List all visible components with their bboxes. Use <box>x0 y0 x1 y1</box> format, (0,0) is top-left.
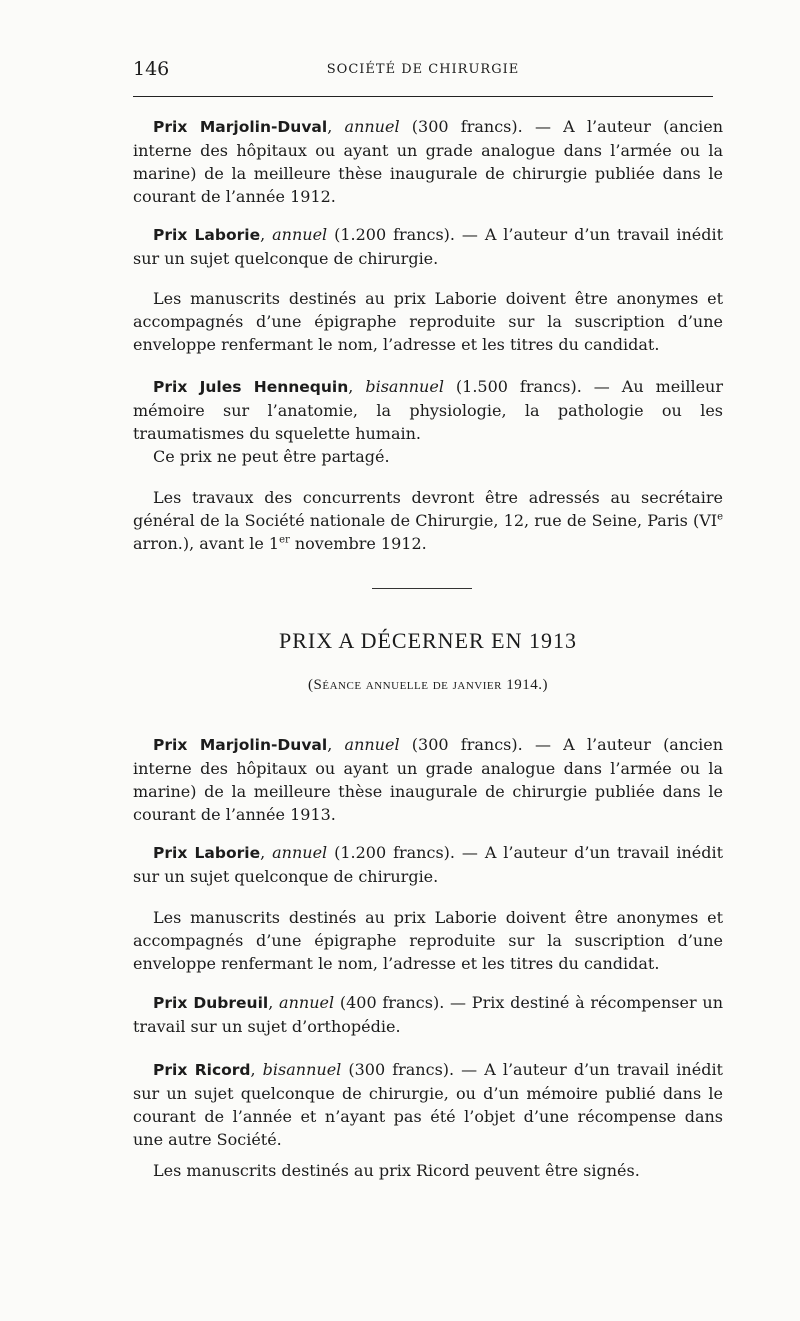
paragraph-text: novembre 1912. <box>289 534 427 553</box>
header-rule <box>133 96 713 97</box>
prize-frequency: bisannuel <box>262 1060 342 1079</box>
paragraph-text: Les travaux des concurrents devront être adressés au secrétaire général de la Société nationale de Chirurgie, 12, rue de Seine, Paris (VI <box>133 488 723 530</box>
prize-frequency: annuel <box>272 225 328 244</box>
section-subtitle: (Séance annuelle de janvier 1914.) <box>308 677 548 693</box>
laborie-note-1913 <box>133 906 723 975</box>
laborie-note-1912 <box>133 287 723 356</box>
prize-description: (300 francs). — A l’auteur (ancien interne des hôpitaux ou ayant un grade analogue dans l’armée ou la marine) de la meilleure thèse inaugurale de chirurgie publiée dans le courant de l’année 1913. <box>133 735 723 824</box>
prize-laborie-1912: Prix Laborie, annuel (1.200 francs). — A l’auteur d’un travail inédit sur un sujet quelconque de chirurgie. <box>133 225 724 268</box>
superscript: er <box>279 534 290 546</box>
prize-description: (1.200 francs). — A l’auteur d’un travail inédit sur un sujet quelconque de chirurgie. <box>133 843 724 886</box>
prize-frequency: annuel <box>272 843 328 862</box>
prize-name: Prix Jules Hennequin <box>153 378 349 396</box>
running-head: SOCIÉTÉ DE CHIRURGIE <box>326 62 520 77</box>
section-title: PRIX A DÉCERNER EN 1913 <box>278 628 578 653</box>
prize-hennequin-1912: Prix Jules Hennequin, bisannuel (1.500 francs). — Au meilleur mémoire sur l’anatomie, la physiologie, la pathologie ou les traumatismes du squelette humain. Ce prix ne peut être partagé. <box>133 377 723 466</box>
prize-ricord-1913: Prix Ricord, bisannuel (300 francs). — A l’auteur d’un travail inédit sur un sujet quelconque de chirurgie, ou d’un mémoire publié dans le courant de l’année et n’ayant pas été l’objet d’une récompense dans une autre Société. Les manuscrits destinés au prix Ricord peuvent être signés. <box>133 1060 723 1180</box>
prize-description: (1.200 francs). — A l’auteur d’un travail inédit sur un sujet quelconque de chirurgie. <box>133 225 724 268</box>
prize-name: Prix Dubreuil <box>153 994 269 1012</box>
prize-description: (300 francs). — A l’auteur (ancien interne des hôpitaux ou ayant un grade analogue dans l’armée ou la marine) de la meilleure thèse inaugurale de chirurgie publiée dans le courant de l’année 1912. <box>133 117 723 206</box>
page-number: 146 <box>133 58 170 80</box>
prize-name: Prix Ricord <box>153 1061 251 1079</box>
paragraph-text: Ce prix ne peut être partagé. <box>153 447 390 466</box>
prize-description: (1.500 francs). — Au meilleur mémoire sur l’anatomie, la physiologie, la pathologie ou les traumatismes du squelette humain. <box>133 377 723 443</box>
paragraph-text: arron.), avant le 1 <box>133 534 280 553</box>
superscript: e <box>717 511 723 523</box>
section-separator <box>372 588 472 589</box>
prize-name: Prix Laborie <box>153 844 261 862</box>
prize-dubreuil-1913: Prix Dubreuil, annuel (400 francs). — Prix destiné à récompenser un travail sur un sujet d’orthopédie. <box>133 993 723 1036</box>
prize-marjolin-duval-1912: Prix Marjolin-Duval, annuel (300 francs). — A l’auteur (ancien interne des hôpitaux ou ayant un grade analogue dans l’armée ou la marine) de la meilleure thèse inaugurale de chirurgie publiée dans le courant de l’année 1912. <box>133 117 723 206</box>
paragraph-text: Les manuscrits destinés au prix Ricord peuvent être signés. <box>153 1161 640 1180</box>
submission-note-1912 <box>133 486 723 555</box>
prize-frequency: annuel <box>344 735 400 754</box>
prize-name: Prix Marjolin-Duval <box>153 118 328 136</box>
page-header <box>133 58 713 88</box>
prize-frequency: annuel <box>344 117 400 136</box>
paragraph-text: Les manuscrits destinés au prix Laborie doivent être anonymes et accompagnés d’une épigraphe reproduite sur la suscription d’une enveloppe renfermant le nom, l’adresse et les titres du candidat. <box>133 908 723 973</box>
prize-name: Prix Laborie <box>153 226 261 244</box>
prize-frequency: bisannuel <box>365 377 444 396</box>
paragraph-text: Les manuscrits destinés au prix Laborie doivent être anonymes et accompagnés d’une épigraphe reproduite sur la suscription d’une enveloppe renfermant le nom, l’adresse et les titres du candidat. <box>133 289 723 354</box>
prize-frequency: annuel <box>279 993 335 1012</box>
prize-laborie-1913: Prix Laborie, annuel (1.200 francs). — A l’auteur d’un travail inédit sur un sujet quelconque de chirurgie. <box>133 843 724 886</box>
prize-marjolin-duval-1913: Prix Marjolin-Duval, annuel (300 francs). — A l’auteur (ancien interne des hôpitaux ou ayant un grade analogue dans l’armée ou la marine) de la meilleure thèse inaugurale de chirurgie publiée dans le courant de l’année 1913. <box>133 735 723 824</box>
prize-description: (400 francs). — Prix destiné à récompenser un travail sur un sujet d’orthopédie. <box>133 993 723 1036</box>
prize-name: Prix Marjolin-Duval <box>153 736 328 754</box>
prize-description: (300 francs). — A l’auteur d’un travail inédit sur un sujet quelconque de chirurgie, ou d’un mémoire publié dans le courant de l’année et n’ayant pas été l’objet d’une récompense dans une autre Société. <box>133 1060 723 1149</box>
